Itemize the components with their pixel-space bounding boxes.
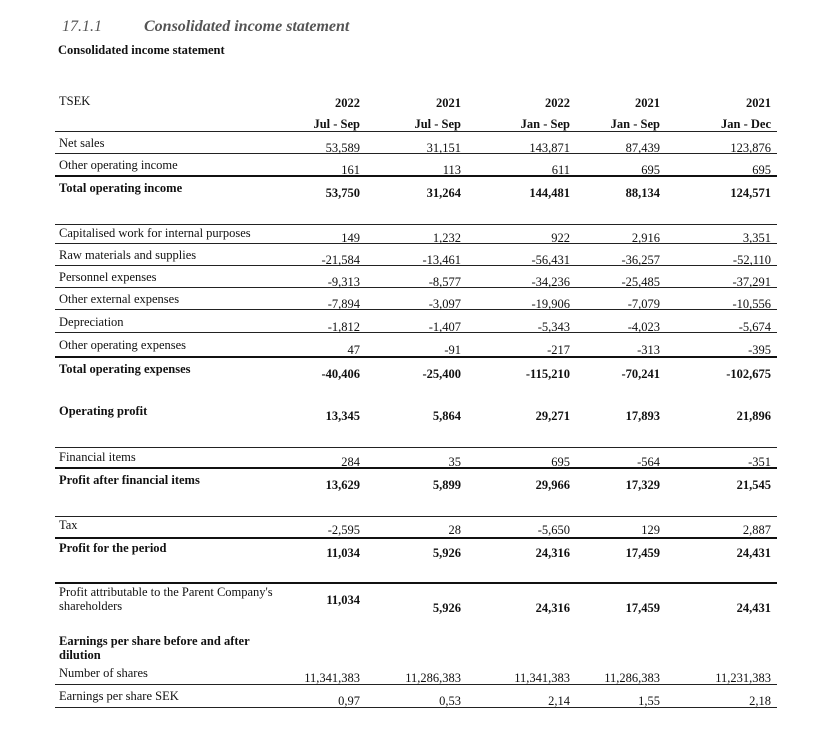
cell-value: 29,271 [535, 409, 570, 423]
cell-value: -5,674 [738, 320, 771, 334]
col-period: Jan - Sep [610, 117, 660, 131]
cell-value: -102,675 [726, 367, 771, 381]
row-label: Other external expenses [59, 292, 180, 306]
cell-value: -5,650 [537, 523, 570, 537]
row-label: Profit attributable to the Parent Company's shareholders [59, 585, 273, 613]
cell-value: 24,431 [736, 601, 771, 615]
cell-value: -34,236 [531, 275, 570, 289]
cell-value: 2,14 [548, 694, 570, 708]
cell-value: 28 [448, 523, 461, 537]
cell-value: 17,459 [625, 601, 660, 615]
divider [55, 516, 777, 517]
row-label: Raw materials and supplies [59, 248, 197, 262]
cell-value: -70,241 [621, 367, 660, 381]
row-label: Capitalised work for internal purposes [59, 226, 251, 240]
cell-value: 0,97 [338, 694, 360, 708]
cell-value: -21,584 [321, 253, 360, 267]
unit-label: TSEK [59, 94, 91, 108]
cell-value: 17,459 [625, 546, 660, 560]
cell-value: 922 [551, 231, 570, 245]
cell-value: 2,916 [631, 231, 660, 245]
row-label: Tax [59, 518, 78, 532]
section-heading [62, 18, 349, 36]
divider [55, 447, 777, 448]
cell-value: 611 [551, 163, 570, 177]
cell-value: 1,232 [432, 231, 461, 245]
cell-value: 87,439 [625, 141, 660, 155]
cell-value: 11,286,383 [604, 671, 660, 685]
col-year: 2022 [335, 96, 360, 110]
col-period: Jan - Sep [520, 117, 570, 131]
row-label: Other operating income [59, 158, 178, 172]
cell-value: 13,629 [325, 478, 360, 492]
cell-value: -4,023 [627, 320, 660, 334]
cell-value: 11,341,383 [304, 671, 360, 685]
cell-value: -5,343 [537, 320, 570, 334]
cell-value: -564 [637, 455, 660, 469]
cell-value: 143,871 [529, 141, 570, 155]
cell-value: -313 [637, 343, 660, 357]
cell-value: 2,18 [749, 694, 771, 708]
cell-value: 35 [448, 455, 461, 469]
cell-value: 11,286,383 [405, 671, 461, 685]
cell-value: -25,400 [422, 367, 461, 381]
col-year: 2022 [545, 96, 570, 110]
cell-value: 695 [641, 163, 660, 177]
section-title: Consolidated income statement [144, 18, 350, 35]
section-number: 17.1.1 [62, 18, 102, 35]
cell-value: 144,481 [529, 186, 570, 200]
cell-value: -13,461 [422, 253, 461, 267]
cell-value: -1,407 [428, 320, 461, 334]
cell-value: 0,53 [439, 694, 461, 708]
cell-value: 17,893 [625, 409, 660, 423]
cell-value: 129 [641, 523, 660, 537]
cell-value: 695 [551, 455, 570, 469]
divider [55, 131, 777, 132]
cell-value: -7,079 [627, 297, 660, 311]
col-year: 2021 [436, 96, 461, 110]
row-label: Net sales [59, 136, 105, 150]
cell-value: 1,55 [638, 694, 660, 708]
cell-value: -52,110 [732, 253, 771, 267]
cell-value: 123,876 [730, 141, 771, 155]
cell-value: -217 [547, 343, 570, 357]
cell-value: -351 [748, 455, 771, 469]
cell-value: 24,316 [535, 546, 570, 560]
row-label: Total operating expenses [59, 362, 191, 376]
cell-value: 113 [442, 163, 461, 177]
cell-value: -10,556 [732, 297, 771, 311]
cell-value: -19,906 [531, 297, 570, 311]
cell-value: -3,097 [428, 297, 461, 311]
row-label: Operating profit [59, 404, 148, 418]
cell-value: 24,316 [535, 601, 570, 615]
cell-value: 24,431 [736, 546, 771, 560]
row-label: Other operating expenses [59, 338, 187, 352]
cell-value: -56,431 [531, 253, 570, 267]
cell-value: 11,034 [326, 546, 360, 560]
cell-value: -1,812 [327, 320, 360, 334]
cell-value: -36,257 [621, 253, 660, 267]
cell-value: 124,571 [730, 186, 771, 200]
cell-value: 47 [347, 343, 360, 357]
cell-value: -9,313 [327, 275, 360, 289]
cell-value: 3,351 [742, 231, 771, 245]
cell-value: 5,926 [432, 601, 461, 615]
cell-value: 21,545 [736, 478, 771, 492]
col-year: 2021 [635, 96, 660, 110]
cell-value: 17,329 [625, 478, 660, 492]
divider [55, 582, 777, 584]
row-label: Profit for the period [59, 541, 167, 555]
row-label: Earnings per share SEK [59, 689, 179, 703]
cell-value: -8,577 [428, 275, 461, 289]
row-label: Depreciation [59, 315, 124, 329]
cell-value: 21,896 [736, 409, 771, 423]
row-label: Earnings per share before and after dilution [59, 634, 250, 662]
cell-value: 11,341,383 [514, 671, 570, 685]
cell-value: 695 [752, 163, 771, 177]
cell-value: -25,485 [621, 275, 660, 289]
cell-value: 5,864 [432, 409, 461, 423]
cell-value: 31,264 [426, 186, 461, 200]
cell-value: -395 [748, 343, 771, 357]
cell-value: 53,750 [325, 186, 360, 200]
table-title: Consolidated income statement [58, 43, 225, 57]
col-period: Jul - Sep [414, 117, 461, 131]
cell-value: -91 [444, 343, 461, 357]
col-period: Jan - Dec [721, 117, 771, 131]
row-label: Total operating income [59, 181, 183, 195]
row-label: Profit after financial items [59, 473, 200, 487]
row-label: Personnel expenses [59, 270, 157, 284]
cell-value: -115,210 [525, 367, 570, 381]
cell-value: 149 [341, 231, 360, 245]
cell-value: 161 [341, 163, 360, 177]
cell-value: 284 [341, 455, 360, 469]
cell-value: 5,899 [432, 478, 461, 492]
cell-value: 11,231,383 [715, 671, 771, 685]
cell-value: -37,291 [732, 275, 771, 289]
cell-value: 31,151 [426, 141, 461, 155]
cell-value: 11,034 [326, 593, 360, 607]
row-label: Number of shares [59, 666, 148, 680]
cell-value: -7,894 [327, 297, 360, 311]
row-label: Financial items [59, 450, 136, 464]
divider [55, 224, 777, 225]
cell-value: 88,134 [625, 186, 660, 200]
cell-value: 13,345 [325, 409, 360, 423]
cell-value: 53,589 [325, 141, 360, 155]
cell-value: 29,966 [535, 478, 570, 492]
cell-value: 5,926 [432, 546, 461, 560]
col-year: 2021 [746, 96, 771, 110]
cell-value: -2,595 [327, 523, 360, 537]
cell-value: -40,406 [321, 367, 360, 381]
cell-value: 2,887 [742, 523, 771, 537]
col-period: Jul - Sep [313, 117, 360, 131]
